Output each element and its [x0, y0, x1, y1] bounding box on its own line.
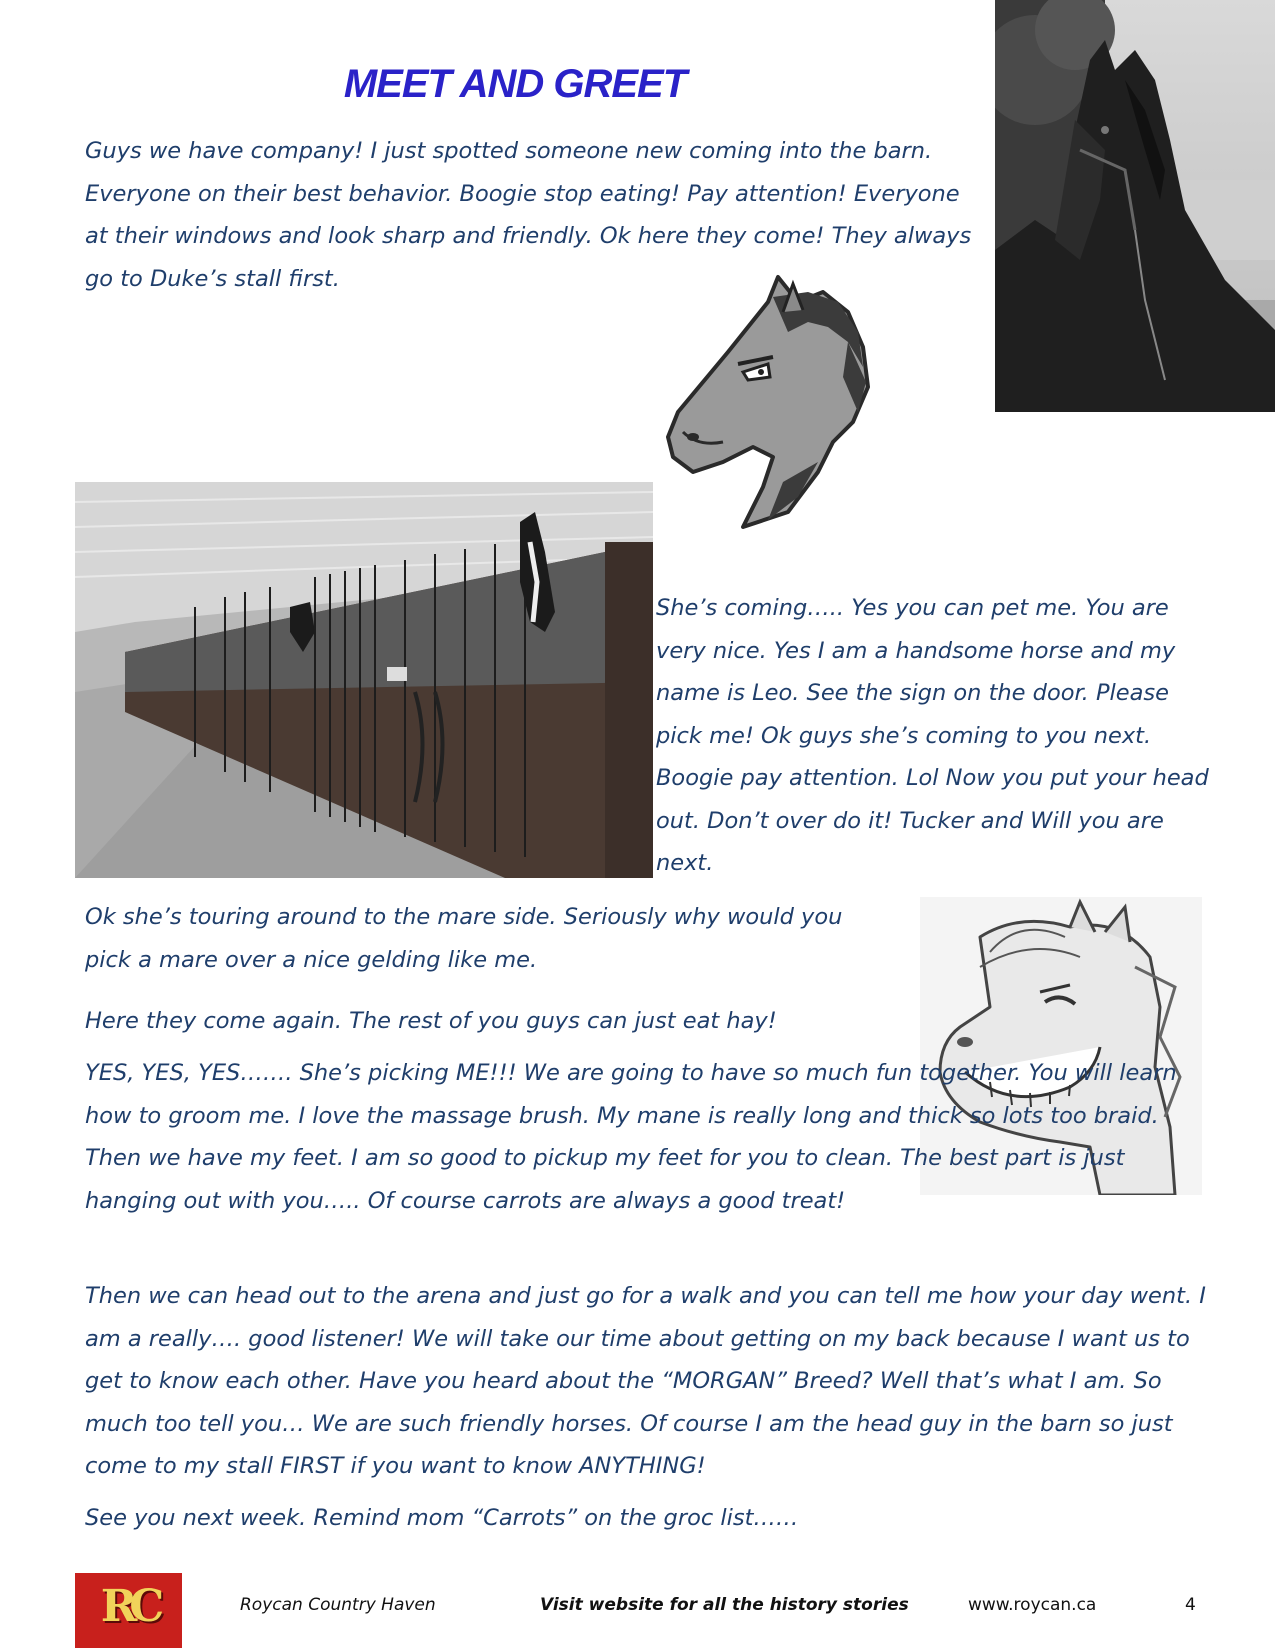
paragraph-picking-me: YES, YES, YES……. She’s picking ME!!! We are going to have so much fun together. You will learn how to groom me. I love the massage brush. My mane is really long and thick so lots too braid. Then we have my feet. I am so good to pickup my feet for you to clean. The best part is just hanging out with you….. Of course carrots are always a good treat! — [85, 1060, 1177, 1214]
footer-website-link[interactable]: www.roycan.ca — [968, 1595, 1097, 1615]
paragraph-arena: Then we can head out to the arena and just go for a walk and you can tell me how your day went. I am a really…. good listener! We will take our time about getting on my back because I want us to get to know each other. Have you heard about the “MORGAN” Breed? Well that’s what I am. So much too tell you… We are such friendly horses. Of course I am the head guy in the barn so just come to my stall FIRST if you want to know ANYTHING! — [85, 1283, 1206, 1479]
footer-company-name: Roycan Country Haven — [240, 1595, 436, 1615]
horse-portrait-photo — [995, 0, 1275, 412]
logo-letters: RC — [100, 1581, 157, 1632]
paragraph-leo: She’s coming….. Yes you can pet me. You are very nice. Yes I am a handsome horse and my name is Leo. See the sign on the door. Please pick me! Ok guys she’s coming to you next. Boogie pay attention. Lol Now you put your head out. Don’t over do it! Tucker and Will you are next. — [656, 595, 1209, 876]
footer-visit-note: Visit website for all the history stories — [540, 1595, 909, 1615]
paragraph-mare-side: Ok she’s touring around to the mare side. Seriously why would you pick a mare over a nice gelding like me. — [85, 904, 843, 973]
footer-page-number: 4 — [1185, 1595, 1196, 1615]
paragraph-come-again: Here they come again. The rest of you guys can just eat hay! — [85, 1008, 777, 1034]
paragraph-sign-off: See you next week. Remind mom “Carrots” on the groc list…… — [85, 1505, 799, 1531]
roycan-logo — [75, 1573, 182, 1648]
paragraph-intro: Guys we have company! I just spotted someone new coming into the barn. Everyone on their best behavior. Boogie stop eating! Pay attention! Everyone at their windows and look sharp and friendly. Ok here they come! They always go to Duke’s stall first. — [85, 138, 972, 292]
barn-stalls-photo — [75, 482, 653, 878]
page-title: MEET AND GREET — [343, 62, 687, 106]
page-footer — [0, 1573, 1275, 1650]
cartoon-horse-head-illustration — [658, 272, 888, 542]
